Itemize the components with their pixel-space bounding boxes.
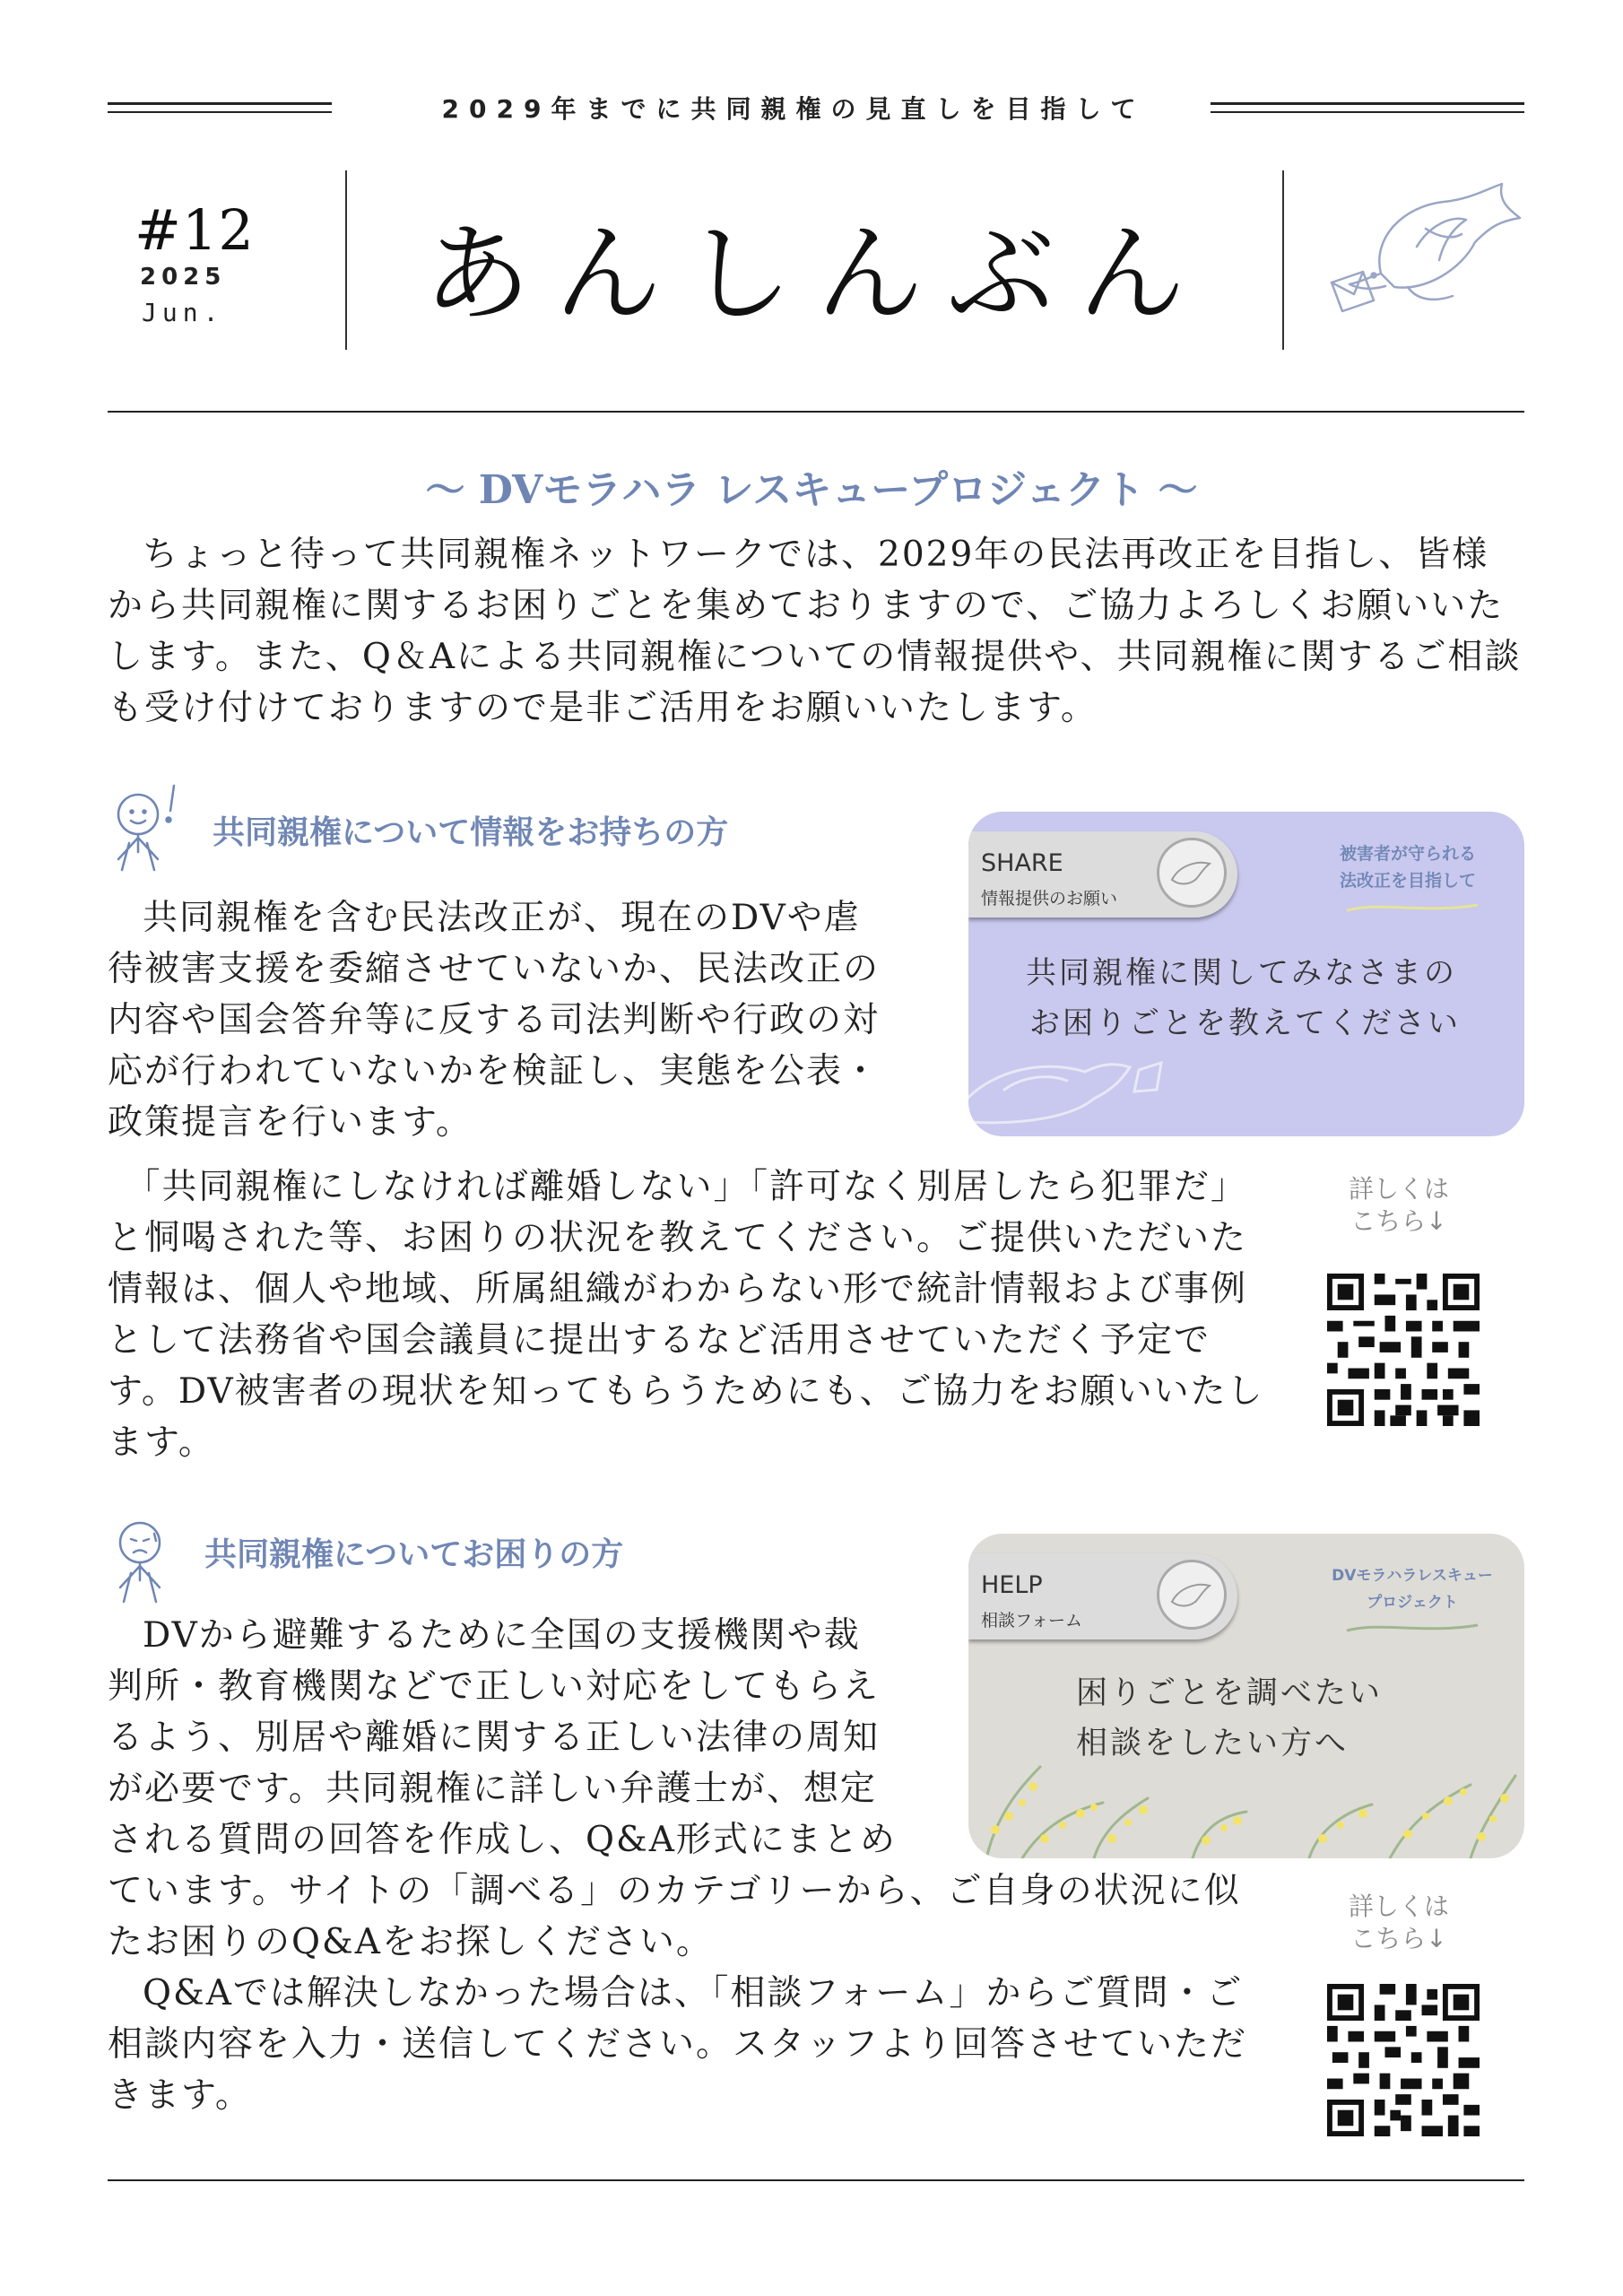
section-help-qr-label [1300,1891,1497,1955]
share-pill-jp: 情報提供のお願い [981,889,1118,909]
share-card-main-line1: 共同親権に関してみなさまの [1026,955,1457,991]
section-help-heading: 共同親権についてお困りの方 [204,1536,624,1573]
issue-month: Jun. [142,298,224,327]
section-help-paragraph2 [108,1968,1264,2121]
help-card-main-line2: 相談をしたい方へ [1076,1726,1350,1761]
dove-icon [968,1036,1166,1136]
tagline: 2029年までに共同親権の見直しを目指して [441,94,1146,124]
share-pill-dove-icon [1157,838,1227,908]
share-card-main-line2: お困りごとを教えてください [1029,1005,1461,1041]
share-card-wave-underline [1345,901,1480,914]
project-title: 〜 DVモラハラ レスキュープロジェクト 〜 [425,467,1198,513]
help-pill-jp: 相談フォーム [981,1611,1083,1631]
masthead-title: あんしんぶん [423,213,1209,337]
header-bottom-rule [108,411,1524,413]
section-help-qr-label-line1: 詳しくは [1348,1892,1449,1921]
header-rule-left-top [108,102,332,105]
share-card-note-line2: 法改正を目指して [1339,871,1476,891]
dove-letter-icon [1318,175,1524,336]
thinking-person-icon [100,780,199,874]
share-pill [968,831,1237,918]
help-card-main-line1: 困りごとを調べたい [1076,1675,1384,1711]
section-info-heading: 共同親権について情報をお持ちの方 [213,814,729,851]
section-info-text1: 共同親権を含む民法改正が、現在のDVや虐待被害支援を委縮させていないか、民法改正の内容や国会答弁等に反する司法判断や行政の対応が行われていないかを検証し、実態を公表・政策提言を行います。 [108,898,881,1143]
header-rule-right-bottom [1211,111,1524,113]
share-card-main [1026,948,1461,1048]
section-help-text1-cont: ています。サイトの「調べる」のカテゴリーから、ご自身の状況に似たお困りのQ&Aをお探しください。 [108,1871,1241,1962]
qr-code-icon[interactable] [1327,1274,1480,1426]
issue-year: 2025 [140,264,227,291]
help-card-note-line2: プロジェクト [1367,1594,1458,1612]
help-card-note [1318,1562,1506,1616]
worried-person-icon [104,1514,185,1604]
help-pill-dove-icon [1157,1560,1227,1630]
mimosa-flowers-icon [968,1740,1524,1858]
section-help-text1: DVから避難するために全国の支援機関や裁判所・教育機関などで正しい対応をしてもらえるよう、別居や離婚に関する正しい法律の周知が必要です。共同親権に詳しい弁護士が、想定される質問の回答を作成し、Q&A形式にまとめ [108,1615,897,1860]
section-info-qr-label-line1: 詳しくは [1348,1174,1449,1204]
section-help-qr-label-line2: こちら↓ [1350,1924,1447,1953]
help-card[interactable] [968,1534,1524,1858]
share-card-note [1318,840,1497,894]
help-pill [968,1553,1237,1639]
header-rule-left-bottom [108,111,332,113]
help-pill-en: HELP [981,1571,1043,1599]
section-help-paragraph1-top [108,1610,897,1866]
issue-number: #12 [135,197,255,263]
section-info-paragraph2 [108,1161,1264,1468]
share-card[interactable] [968,812,1524,1136]
share-card-note-line1: 被害者が守られる [1339,844,1476,864]
footer-rule [108,2179,1524,2181]
help-card-note-line1: DVモラハラレスキュー [1332,1567,1493,1585]
header-rule-right-top [1211,102,1524,105]
section-info-text2: 「共同親権にしなければ離婚しない」「許可なく別居したら犯罪だ」と恫喝された等、お困りの状況を教えてください。ご提供いただいた情報は、個人や地域、所属組織がわからない形で統計情報および事例として法務省や国会議員に提出するなど活用させていただく予定です。DV被害者の現状を知ってもらうためにも、ご協力をお願いいたします。 [108,1167,1264,1463]
section-info-qr-label [1300,1173,1497,1238]
intro-paragraph [108,529,1524,734]
section-info-qr-label-line2: こちら↓ [1350,1206,1447,1236]
help-card-wave-underline [1345,1622,1480,1634]
share-pill-en: SHARE [981,849,1063,877]
qr-code-icon[interactable] [1327,1984,1480,2136]
intro-text: ちょっと待って共同親権ネットワークでは、2029年の民法再改正を目指し、皆様から共同親権に関するお困りごとを集めておりますので、ご協力よろしくお願いいたします。また、Q＆Aによる共同親権についての情報提供や、共同親権に関するご相談も受け付けておりますので是非ご活用をお願いいたします。 [108,535,1522,728]
section-help-paragraph1-bottom [108,1866,1264,1968]
section-help-text2: Q&Aでは解決しなかった場合は、「相談フォーム」からご質問・ご相談内容を入力・送信してください。スタッフより回答させていただきます。 [108,1973,1248,2116]
masthead-divider-right [1282,170,1284,350]
masthead-divider-left [345,170,347,350]
section-info-paragraph1 [108,892,897,1148]
